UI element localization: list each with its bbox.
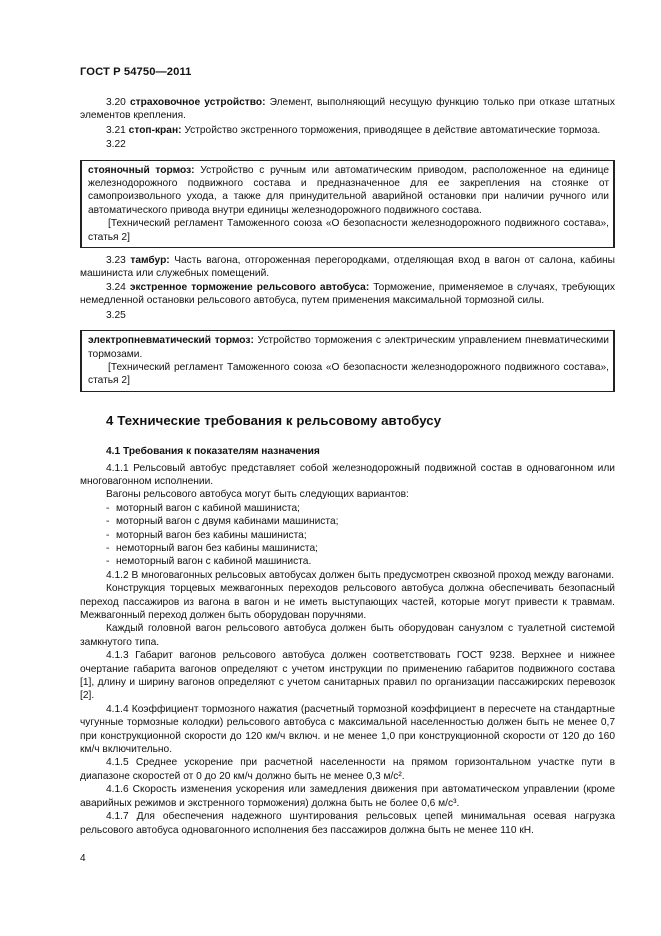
clause-number: 3.21 [106, 124, 126, 136]
section-4-title: 4 Технические требования к рельсовому автобусу [106, 412, 442, 428]
clause-3-21 [80, 124, 615, 137]
clause-term: стоп-кран: [128, 124, 182, 136]
definition-term: электропневматический тормоз: [88, 335, 254, 347]
list-item: - немоторный вагон без кабины машиниста; [80, 542, 615, 555]
definition-reference: [Технический регламент Таможенного союза «О безопасности железнодорожного подвижного состава», статья 2] [88, 218, 609, 243]
clause-text: Устройство экстренного торможения, приводящее в действие автоматические тормоза. [181, 124, 601, 136]
paragraph-4-1-1: 4.1.1 Рельсовый автобус представляет собой железнодорожный подвижной состав в одновагонном или многовагонном исполнении. [80, 462, 615, 487]
definition-box-3-22 [80, 160, 615, 248]
definition-reference: [Технический регламент Таможенного союза «О безопасности железнодорожного подвижного состава», статья 2] [88, 361, 609, 387]
variants-intro: Вагоны рельсового автобуса могут быть следующих вариантов: [106, 489, 409, 501]
definition-text: стояночный тормоз: Устройство с ручным или автоматическим приводом, расположенное на единице железнодорожного подвижного состава и предназначенное для ее закрепления на стоянке от самопроизвольного ухода, а также для принудительной аварийной остановки при наличии ручного или автоматического привода внутри единицы железнодорожного подвижного состава. [88, 164, 609, 216]
clause-3-24 [80, 281, 615, 308]
definition-text: электропневматический тормоз: Устройство торможения с электрическим управлением пневматическими тормозами. [88, 335, 609, 360]
paragraph-4-1-4: 4.1.4 Коэффициент тормозного нажатия (расчетный тормозной коэффициент в пересчете на стандартные чугунные тормозные колодки) рельсового автобуса с максимальной населенностью должен быть не менее 0,7 при конструкционной скорости до 120 км/ч включ. и не менее 1,0 при конструкционной скорости от 120 до 160 км/ч включительно. [80, 703, 615, 756]
clause-3-23 [80, 254, 615, 281]
paragraph-4-1-2: 4.1.2 В многовагонных рельсовых автобусах должен быть предусмотрен сквозной проход между вагонами. [106, 569, 615, 581]
definition-term: стояночный тормоз: [88, 164, 195, 176]
paragraph-4-1-2-c: Каждый головной вагон рельсового автобуса должен быть оборудован санузлом с туалетной системой замкнутого типа. [80, 623, 615, 648]
paragraph-4-1-6: 4.1.6 Скорость изменения ускорения или замедления движения при автоматическом управлении (кроме аварийных режимов и экстренного торможения) должна быть не более 0,6 м/с³. [80, 784, 615, 809]
clause-term: страховочное устройство: [129, 97, 266, 108]
list-item: - моторный вагон с двумя кабинами машиниста; [80, 515, 615, 528]
clause-text: Часть вагона, отгороженная перегородками, отделяющая вход в вагон от салона, кабины машиниста или служебных помещений. [80, 255, 615, 280]
subsection-4-1-title: 4.1 Требования к показателям назначения [106, 446, 320, 458]
clause-number: 3.20 [106, 97, 126, 108]
clause-number: 3.24 [106, 281, 126, 293]
clause-text: Торможение, применяемое в случаях, требующих немедленной остановки рельсового автобуса, путем применения максимальной тормозной силы. [80, 281, 615, 307]
definition-box-3-25 [80, 330, 615, 392]
page-number: 4 [80, 853, 86, 864]
clause-term: экстренное торможение рельсового автобуса: [129, 281, 370, 293]
clause-term: тамбур: [130, 255, 170, 267]
paragraph-4-1-5: 4.1.5 Среднее ускорение при расчетной населенности на прямом горизонтальном участке пути в диапазоне скоростей от 0 до 20 км/ч должно быть не менее 0,3 м/с². [80, 757, 615, 782]
paragraph-4-1-7: 4.1.7 Для обеспечения надежного шунтирования рельсовых цепей минимальная осевая нагрузка рельсового автобуса одновагонного исполнения без пассажиров должна быть не менее 110 кН. [80, 811, 615, 836]
list-item: - моторный вагон без кабины машиниста; [80, 529, 615, 542]
clause-number-3-25: 3.25 [106, 309, 126, 321]
document-header: ГОСТ Р 54750—2011 [80, 66, 192, 78]
paragraph-4-1-3: 4.1.3 Габарит вагонов рельсового автобуса должен соответствовать ГОСТ 9238. Верхнее и нижнее очертание габарита вагонов определяют с учетом инструкции по применению габаритов подвижного состава [1], длину и ширину вагонов определяют с учетом санитарных правил по организации пассажирских перевозок [2]. [80, 650, 615, 702]
clause-number-3-22: 3.22 [106, 139, 126, 151]
variants-list [80, 502, 615, 569]
list-item: - немоторный вагон с кабиной машиниста. [80, 555, 615, 568]
list-item: - моторный вагон с кабиной машиниста; [80, 502, 615, 515]
document-body [80, 96, 615, 837]
clause-number: 3.23 [106, 255, 126, 267]
clause-3-20 [80, 96, 615, 123]
clause-text: Элемент, выполняющий несущую функцию только при отказе штатных элементов крепления. [80, 97, 615, 122]
paragraph-4-1-2-b: Конструкция торцевых межвагонных переходов рельсового автобуса должна обеспечивать безопасный переход пассажиров из вагона в вагон и не иметь выступающих частей, которые могут привести к травмам. Межвагонный переход должен быть оборудован поручнями. [80, 583, 615, 621]
